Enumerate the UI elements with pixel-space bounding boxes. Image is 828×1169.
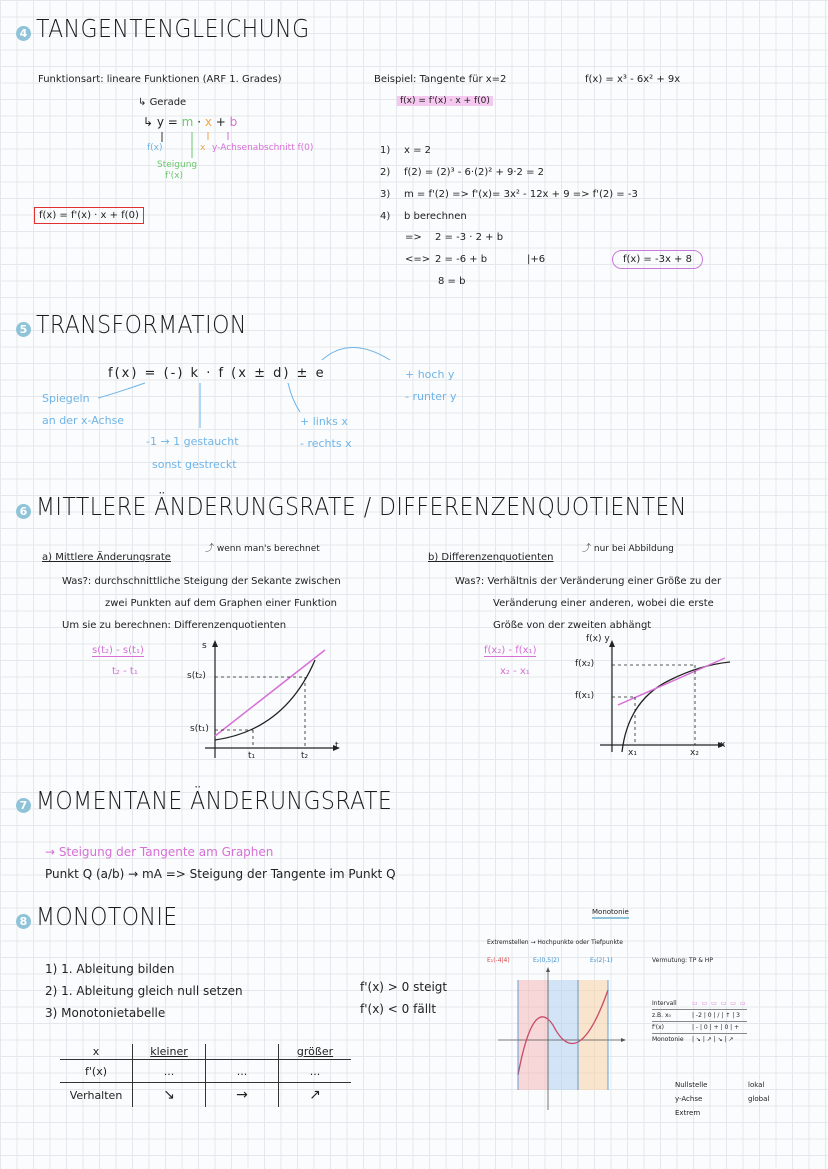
rule-steigt: f'(x) > 0 steigt	[360, 980, 448, 994]
mini-nullstelle: Nullstelle	[675, 1081, 708, 1089]
mono-step: 1) 1. Ableitung bilden	[45, 962, 175, 976]
step-row	[380, 206, 638, 228]
eq-plus: +	[211, 115, 230, 129]
section-6-heading	[16, 492, 776, 521]
table-header: größer	[279, 1044, 352, 1060]
b-label: b) Differenzenquotienten	[428, 552, 554, 563]
gerade-label: ↳ Gerade	[138, 97, 187, 108]
beispiel-label: Beispiel: Tangente für x=2	[374, 74, 507, 85]
x-label: x	[200, 143, 206, 153]
step-number: 4)	[380, 211, 391, 222]
a-st1: s(t₁)	[190, 724, 209, 734]
a-frac-top: s(t₂) - s(t₁)	[92, 645, 144, 656]
steigung-label: Steigung	[157, 160, 198, 170]
step-text: b berechnen	[404, 211, 467, 222]
table-header: x	[60, 1044, 133, 1060]
calc3: 8 = b	[438, 276, 466, 287]
mini-extrem2: Extrem	[675, 1109, 701, 1117]
a-axis-t: t	[335, 741, 339, 751]
step-text: m = f'(2) => f'(x)= 3x² - 12x + 9 => f'(2) = -3	[404, 189, 638, 200]
b-note-text: nur bei Abbildung	[593, 544, 674, 554]
mini-zb: z.B. x₀	[652, 1012, 671, 1019]
mini-cells: | - | 0 | + | 0 | +	[692, 1024, 740, 1031]
achsenabschnitt-label: y-Achsenabschnitt f(0)	[212, 143, 314, 153]
a-note: ⤴ wenn man's berechnet	[205, 544, 320, 554]
section-number-badge: 4	[16, 26, 31, 41]
table-header: kleiner	[133, 1044, 206, 1060]
b-was2: Veränderung einer anderen, wobei die erste	[493, 598, 714, 609]
step-row	[380, 162, 638, 184]
table-row	[60, 1083, 351, 1108]
b-axis-x: x	[720, 740, 726, 750]
links-text: + links x	[300, 415, 348, 428]
section-title: TANGENTENGLEICHUNG	[36, 14, 310, 43]
section-title: MITTLERE ÄNDERUNGSRATE / DIFFERENZENQUOTIENTEN	[36, 492, 687, 521]
table-header-row	[60, 1044, 351, 1060]
calc2: 2 = -6 + b	[435, 254, 488, 265]
mini-e1: E₁(-4|4)	[487, 957, 510, 964]
eq-y: y =	[156, 115, 182, 129]
spiegeln-line1: Spiegeln	[42, 392, 90, 405]
mini-e3: E₃(2|-1)	[590, 957, 613, 964]
mini-fx: f'(x)	[652, 1024, 664, 1031]
gestaucht-text: -1 → 1 gestaucht	[146, 435, 239, 448]
mini-row	[652, 1010, 747, 1022]
spiegeln-line2: an der x-Achse	[42, 414, 125, 427]
mini-e2: E₂(0,5|2)	[533, 957, 560, 964]
mini-title: Monotonie	[592, 908, 629, 919]
boxed-formula: f(x) = f'(x) · x + f(0)	[34, 207, 144, 224]
step-row	[380, 140, 638, 162]
mono-table	[60, 1044, 351, 1107]
calc1-arrow: =>	[405, 232, 422, 243]
b-was1: Was?: Verhältnis der Veränderung einer Größe zu der	[455, 576, 722, 587]
calc2-arrow: <=>	[405, 254, 431, 265]
transformation-formula: f(x) = (-) k · f (x ± d) ± e	[108, 366, 326, 381]
mini-extrem: Extremstellen → Hochpunkte oder Tiefpunkte	[487, 939, 623, 946]
a-axis-s: s	[202, 641, 207, 651]
beispiel-function: f(x) = x³ - 6x² + 9x	[585, 74, 681, 85]
table-cell: ...	[279, 1060, 352, 1083]
b-frac-bot: x₂ - x₁	[500, 666, 530, 677]
step-number: 2)	[380, 167, 391, 178]
step-row	[380, 184, 638, 206]
section-title: TRANSFORMATION	[36, 310, 247, 339]
step-text: x = 2	[404, 145, 432, 156]
b-was3: Größe von der zweiten abhängt	[493, 620, 652, 631]
section-4-heading	[16, 14, 347, 43]
mini-row	[652, 998, 747, 1010]
b-fx2: f(x₂)	[575, 659, 595, 669]
rule-faellt: f'(x) < 0 fällt	[360, 1002, 437, 1016]
step-number: 3)	[380, 189, 391, 200]
eq-b: b	[229, 115, 238, 129]
s7-line2: Punkt Q (a/b) → mA => Steigung der Tangente im Punkt Q	[45, 867, 396, 881]
a-label: a) Mittlere Änderungsrate	[42, 552, 171, 563]
mono-step: 2) 1. Ableitung gleich null setzen	[45, 984, 243, 998]
a-um: Um sie zu berechnen: Differenzenquotienten	[62, 620, 287, 631]
calc2-op: |+6	[527, 254, 546, 265]
section-number-badge: 5	[16, 322, 31, 337]
section-title: MOMENTANE ÄNDERUNGSRATE	[36, 786, 393, 815]
linear-equation: ↳ y = m · x + b	[143, 115, 238, 129]
a-t2: t₂	[301, 751, 309, 761]
mini-lokal: lokal	[748, 1081, 765, 1089]
mini-row	[652, 1034, 747, 1045]
table-cell: →	[206, 1083, 279, 1108]
section-number-badge: 8	[16, 914, 31, 929]
b-graph	[570, 640, 740, 755]
mini-table	[652, 998, 747, 1045]
table-cell: ...	[133, 1060, 206, 1083]
eq-x: x	[204, 115, 212, 129]
table-header	[206, 1044, 279, 1060]
table-cell: ...	[206, 1060, 279, 1083]
section-number-badge: 7	[16, 798, 31, 813]
steigung-f-label: f'(x)	[165, 171, 183, 181]
section-5-heading	[16, 310, 276, 339]
mono-step: 3) Monotonietabelle	[45, 1006, 166, 1020]
gestreckt-text: sonst gestreckt	[152, 458, 237, 471]
a-was2: zwei Punkten auf dem Graphen einer Funktion	[105, 598, 337, 609]
mini-verm: Vermutung: TP & HP	[652, 957, 713, 964]
a-t1: t₁	[248, 751, 256, 761]
mini-yachse: y-Achse	[675, 1095, 703, 1103]
calc1: 2 = -3 · 2 + b	[435, 232, 504, 243]
section-7-heading	[16, 786, 441, 815]
step-text: f(2) = (2)³ - 6·(2)² + 9·2 = 2	[404, 167, 545, 178]
table-row	[60, 1060, 351, 1083]
a-note-text: wenn man's berechnet	[216, 544, 320, 554]
table-cell: f'(x)	[60, 1060, 133, 1083]
b-x2: x₂	[690, 748, 699, 758]
b-fx1: f(x₁)	[575, 691, 595, 701]
mini-cells: | ↘ | ↗ | ↘ | ↗	[692, 1036, 734, 1043]
table-cell: ↘	[133, 1083, 206, 1108]
rechts-text: - rechts x	[300, 437, 352, 450]
runter-text: - runter y	[405, 390, 457, 403]
mini-cells: ▭ ▭ ▭ ▭ ▭ ▭	[692, 1000, 747, 1007]
mini-cells: | -2 | 0 | ∕ | ↑ | 3	[692, 1012, 740, 1019]
a-frac-bot: t₂ - t₁	[112, 666, 138, 677]
steps-list	[380, 140, 638, 228]
fx-label: f(x)	[147, 143, 163, 153]
section-8-heading	[16, 902, 197, 931]
mini-row	[652, 1022, 747, 1034]
monotonie-steps	[45, 958, 243, 1024]
s7-line1: → Steigung der Tangente am Graphen	[45, 845, 274, 859]
mini-mono: Monotonie	[652, 1036, 684, 1043]
a-st2: s(t₂)	[187, 671, 206, 681]
funktionsart-text: Funktionsart: lineare Funktionen (ARF 1. Grades)	[38, 74, 282, 85]
step-number: 1)	[380, 145, 391, 156]
a-was1: Was?: durchschnittliche Steigung der Sekante zwischen	[62, 576, 341, 587]
table-cell: Verhalten	[60, 1083, 133, 1108]
gerade-text: Gerade	[149, 97, 187, 108]
result-oval: f(x) = -3x + 8	[612, 250, 703, 269]
b-x1: x₁	[628, 748, 637, 758]
hoch-text: + hoch y	[405, 368, 455, 381]
mini-notes-right	[748, 1078, 769, 1106]
a-graph	[185, 640, 345, 760]
eq-m: m	[181, 115, 194, 129]
eq-dot: ·	[193, 115, 205, 129]
section-title: MONOTONIE	[36, 902, 178, 931]
mini-global: global	[748, 1095, 770, 1103]
beispiel-formula: f(x) = f'(x) · x + f(0)	[397, 96, 493, 106]
monotonie-table	[60, 1044, 351, 1107]
mini-intervall: Intervall	[652, 1000, 677, 1007]
b-axis-y: f(x) y	[586, 634, 610, 644]
mini-notes-left	[675, 1078, 707, 1120]
b-frac-top: f(x₂) - f(x₁)	[484, 645, 537, 656]
b-note: ⤴ nur bei Abbildung	[582, 544, 674, 554]
section-number-badge: 6	[16, 504, 31, 519]
mini-graph	[498, 965, 626, 1115]
table-cell: ↗	[309, 1087, 321, 1103]
